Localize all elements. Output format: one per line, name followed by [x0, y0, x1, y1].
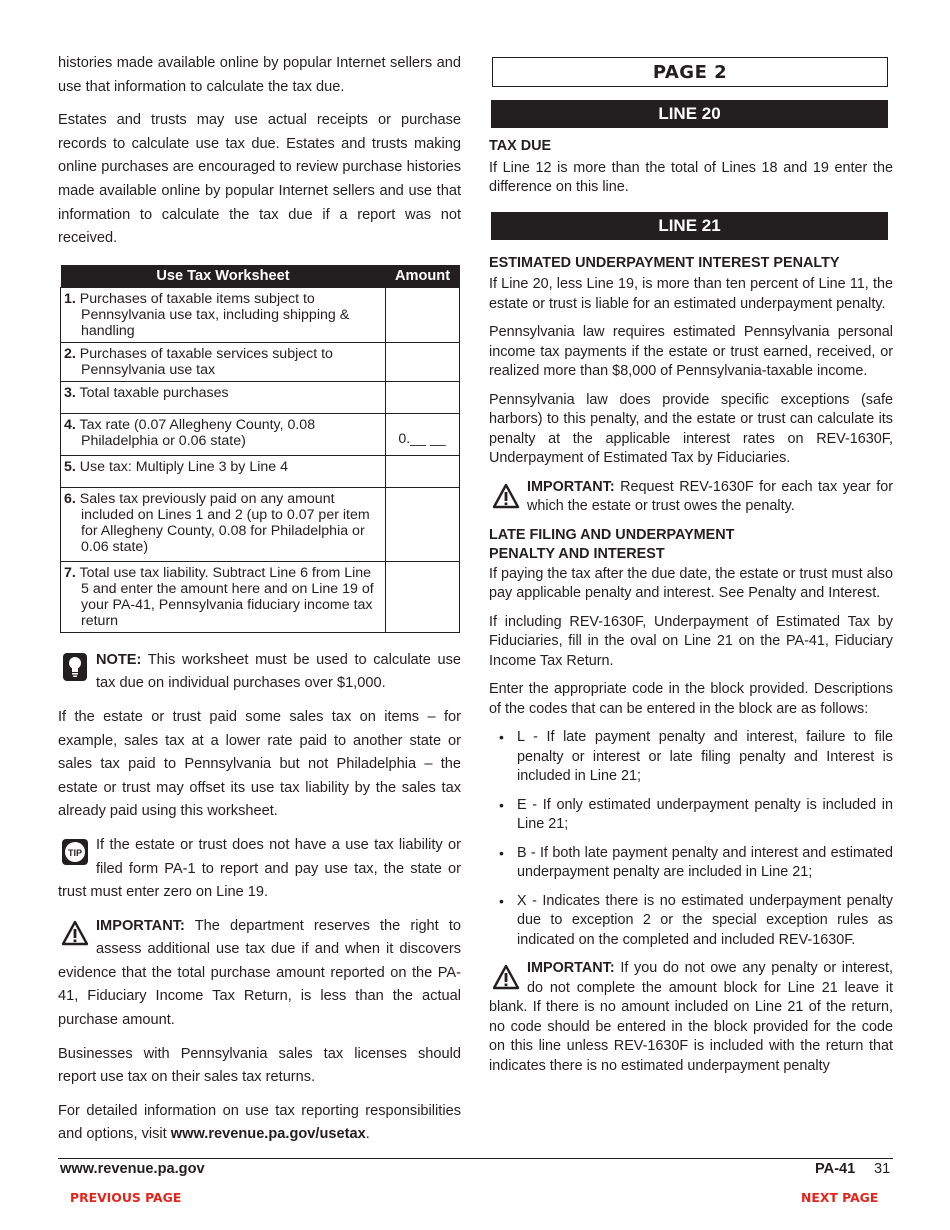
important-text: The department reserves the right to assess additional use tax due if and when it discovers evidence that the total purchase amount reported on the PA-41, Fiduciary Income Tax Return, is less than the actual purchase amount.: [58, 917, 461, 1029]
estimated-penalty-subhead: ESTIMATED UNDERPAYMENT INTEREST PENALTY: [489, 254, 840, 271]
row-amount-field[interactable]: [386, 287, 460, 342]
row-amount-field[interactable]: [386, 487, 460, 561]
line21-paragraph-5: If including REV-1630F, Underpayment of Estimated Tax by Fiduciaries, fill in the oval on Line 21 on the PA-41, Fiduciary Income Tax Return.: [489, 613, 893, 669]
line21-paragraph-2: Pennsylvania law requires estimated Pennsylvania personal income tax payments if the estate or trust earned, received, or realized more than $8,000 of Pennsylvania-taxable income.: [489, 324, 893, 379]
warning-icon: [489, 961, 523, 993]
intro-paragraph: histories made available online by popular Internet sellers and use that information to calculate the tax due.: [58, 55, 461, 95]
late-filing-subhead-line2: PENALTY AND INTEREST: [489, 546, 665, 562]
worksheet-row: [61, 287, 460, 342]
row-amount-field[interactable]: [386, 561, 460, 632]
detailed-info-text: For detailed information on use tax reporting responsibilities and options, visit: [58, 1102, 461, 1143]
line21-paragraph-1: If Line 20, less Line 19, is more than ten percent of Line 11, the estate or trust is liable for an estimated underpayment penalty.: [489, 276, 893, 312]
important-label: IMPORTANT:: [527, 478, 615, 495]
note-label: NOTE:: [96, 651, 142, 668]
line-20-bar: LINE 20: [491, 100, 888, 128]
important-callout-2: [489, 959, 893, 1076]
footer-page-number: 31: [874, 1161, 891, 1177]
page-2-heading: PAGE 2: [492, 57, 888, 87]
sales-tax-paragraph: If the estate or trust paid some sales tax on items – for example, sales tax at a lower rate paid to another state or sales tax paid to Pennsylvania but not Philadelphia – the estate or trust may offset its use tax liability by the sales tax already paid using this worksheet.: [58, 708, 461, 820]
estates-paragraph: Estates and trusts may use actual receipts or purchase records to calculate use tax due. Estates and trusts making online purchases are encouraged to review purchase histories made available online by popular Internet sellers and use that information to calculate the tax due if a report was not received.: [58, 112, 461, 247]
tip-icon: [58, 836, 92, 868]
previous-page-link[interactable]: PREVIOUS PAGE: [70, 1190, 182, 1205]
list-item: • E - If only estimated underpayment penalty is included in Line 21;: [489, 796, 893, 835]
row-amount-field[interactable]: 0.__ __: [386, 413, 460, 455]
warning-icon: [58, 917, 92, 949]
row-amount-field[interactable]: [386, 455, 460, 487]
left-column: [58, 52, 461, 1157]
worksheet-row: [61, 487, 460, 561]
late-filing-subhead-line1: LATE FILING AND UNDERPAYMENT: [489, 526, 735, 543]
row-number: 5.: [64, 458, 76, 475]
line21-paragraph-6: Enter the appropriate code in the block provided. Descriptions of the codes that can be entered in the block are as follows:: [489, 681, 893, 717]
worksheet-header-item: Use Tax Worksheet: [61, 265, 386, 288]
detailed-info-paragraph: [58, 1100, 461, 1147]
row-text: Tax rate (0.07 Allegheny County, 0.08 Philadelphia or 0.06 state): [79, 416, 316, 449]
note-text: This worksheet must be used to calculate use tax due on individual purchases over $1,000.: [96, 651, 461, 692]
tip-callout: [58, 834, 461, 905]
right-column: [489, 57, 893, 1076]
row-text: Purchases of taxable items subject to Pennsylvania use tax, including shipping & handling: [79, 290, 350, 339]
warning-icon: [489, 480, 523, 512]
row-number: 4.: [64, 416, 76, 433]
period: .: [365, 1126, 370, 1143]
list-item: • X - Indicates there is no estimated underpayment penalty due to exception 2 or the special exception rules as indicated on the completed and included REV-1630F.: [489, 892, 893, 951]
row-text: Total taxable purchases: [79, 384, 229, 401]
use-tax-worksheet: [60, 265, 460, 633]
important-text: If you do not owe any penalty or interest, do not complete the amount block for Line 21 leave it blank. If there is no amount included on Line 21 of the return, no code should be entered in the block provided for the code on this line unless REV-1630F is included with the return that indicates there is no estimated underpayment penalty: [489, 960, 893, 1074]
late-filing-subhead: [489, 526, 893, 565]
important-label: IMPORTANT:: [96, 917, 185, 934]
row-number: 2.: [64, 345, 76, 362]
footer-form-name: PA-41: [815, 1161, 856, 1177]
worksheet-header-amount: Amount: [386, 265, 460, 288]
line-21-bar: LINE 21: [491, 212, 888, 240]
row-amount-field[interactable]: [386, 381, 460, 413]
line21-paragraph-4: If paying the tax after the due date, the estate or trust must also pay applicable penalty and interest. See Penalty and Interest.: [489, 565, 893, 601]
tax-due-text: If Line 12 is more than the total of Lines 18 and 19 enter the difference on this line.: [489, 159, 893, 195]
tip-text: If the estate or trust does not have a use tax liability or filed form PA-1 to report and pay use tax, the state or trust must enter zero on Line 19.: [58, 836, 461, 901]
worksheet-row: [61, 455, 460, 487]
important-text: Request REV-1630F for each tax year for which the estate or trust owes the penalty.: [527, 478, 893, 514]
row-number: 1.: [64, 290, 76, 307]
note-callout: [58, 649, 461, 696]
important-label: IMPORTANT:: [527, 960, 615, 976]
row-number: 7.: [64, 564, 76, 581]
list-item: • B - If both late payment penalty and interest and estimated underpayment penalty are included in Line 21;: [489, 844, 893, 883]
important-callout: [58, 915, 461, 1033]
code-list: [489, 728, 893, 950]
line21-paragraph-3: Pennsylvania law does provide specific exceptions (safe harbors) to this penalty, and the estate or trust can calculate its penalty at the applicable interest rates on REV-1630F, Underpayment of Estimated Tax by Fiduciaries.: [489, 391, 893, 466]
businesses-paragraph: Businesses with Pennsylvania sales tax licenses should report use tax on their sales tax returns.: [58, 1045, 461, 1086]
row-number: 6.: [64, 490, 76, 507]
row-text: Purchases of taxable services subject to Pennsylvania use tax: [79, 345, 333, 378]
worksheet-row: [61, 561, 460, 632]
tax-due-subhead: TAX DUE: [489, 138, 552, 154]
worksheet-row: [61, 381, 460, 413]
worksheet-row: [61, 413, 460, 455]
usetax-link[interactable]: www.revenue.pa.gov/usetax: [170, 1126, 366, 1143]
footer-divider: [58, 1158, 893, 1159]
list-item: • L - If late payment penalty and interest, failure to file penalty or interest or late filing penalty and Interest is included in Line 21;: [489, 728, 893, 787]
next-page-link[interactable]: NEXT PAGE: [801, 1190, 879, 1205]
worksheet-row: [61, 342, 460, 381]
lightbulb-icon: [58, 651, 92, 683]
svg-text:TIP: TIP: [67, 847, 83, 858]
important-callout-1: [489, 478, 893, 517]
row-text: Use tax: Multiply Line 3 by Line 4: [79, 458, 288, 475]
row-amount-field[interactable]: [386, 342, 460, 381]
row-number: 3.: [64, 384, 76, 401]
footer-url: www.revenue.pa.gov: [60, 1161, 205, 1177]
row-text: Sales tax previously paid on any amount included on Lines 1 and 2 (up to 0.07 per item for Allegheny County, 0.08 for Philadelphia or 0.06 state): [79, 490, 370, 555]
row-text: Total use tax liability. Subtract Line 6 from Line 5 and enter the amount here and on Line 19 of your PA-41, Pennsylvania fiduciary income tax return: [79, 564, 374, 629]
